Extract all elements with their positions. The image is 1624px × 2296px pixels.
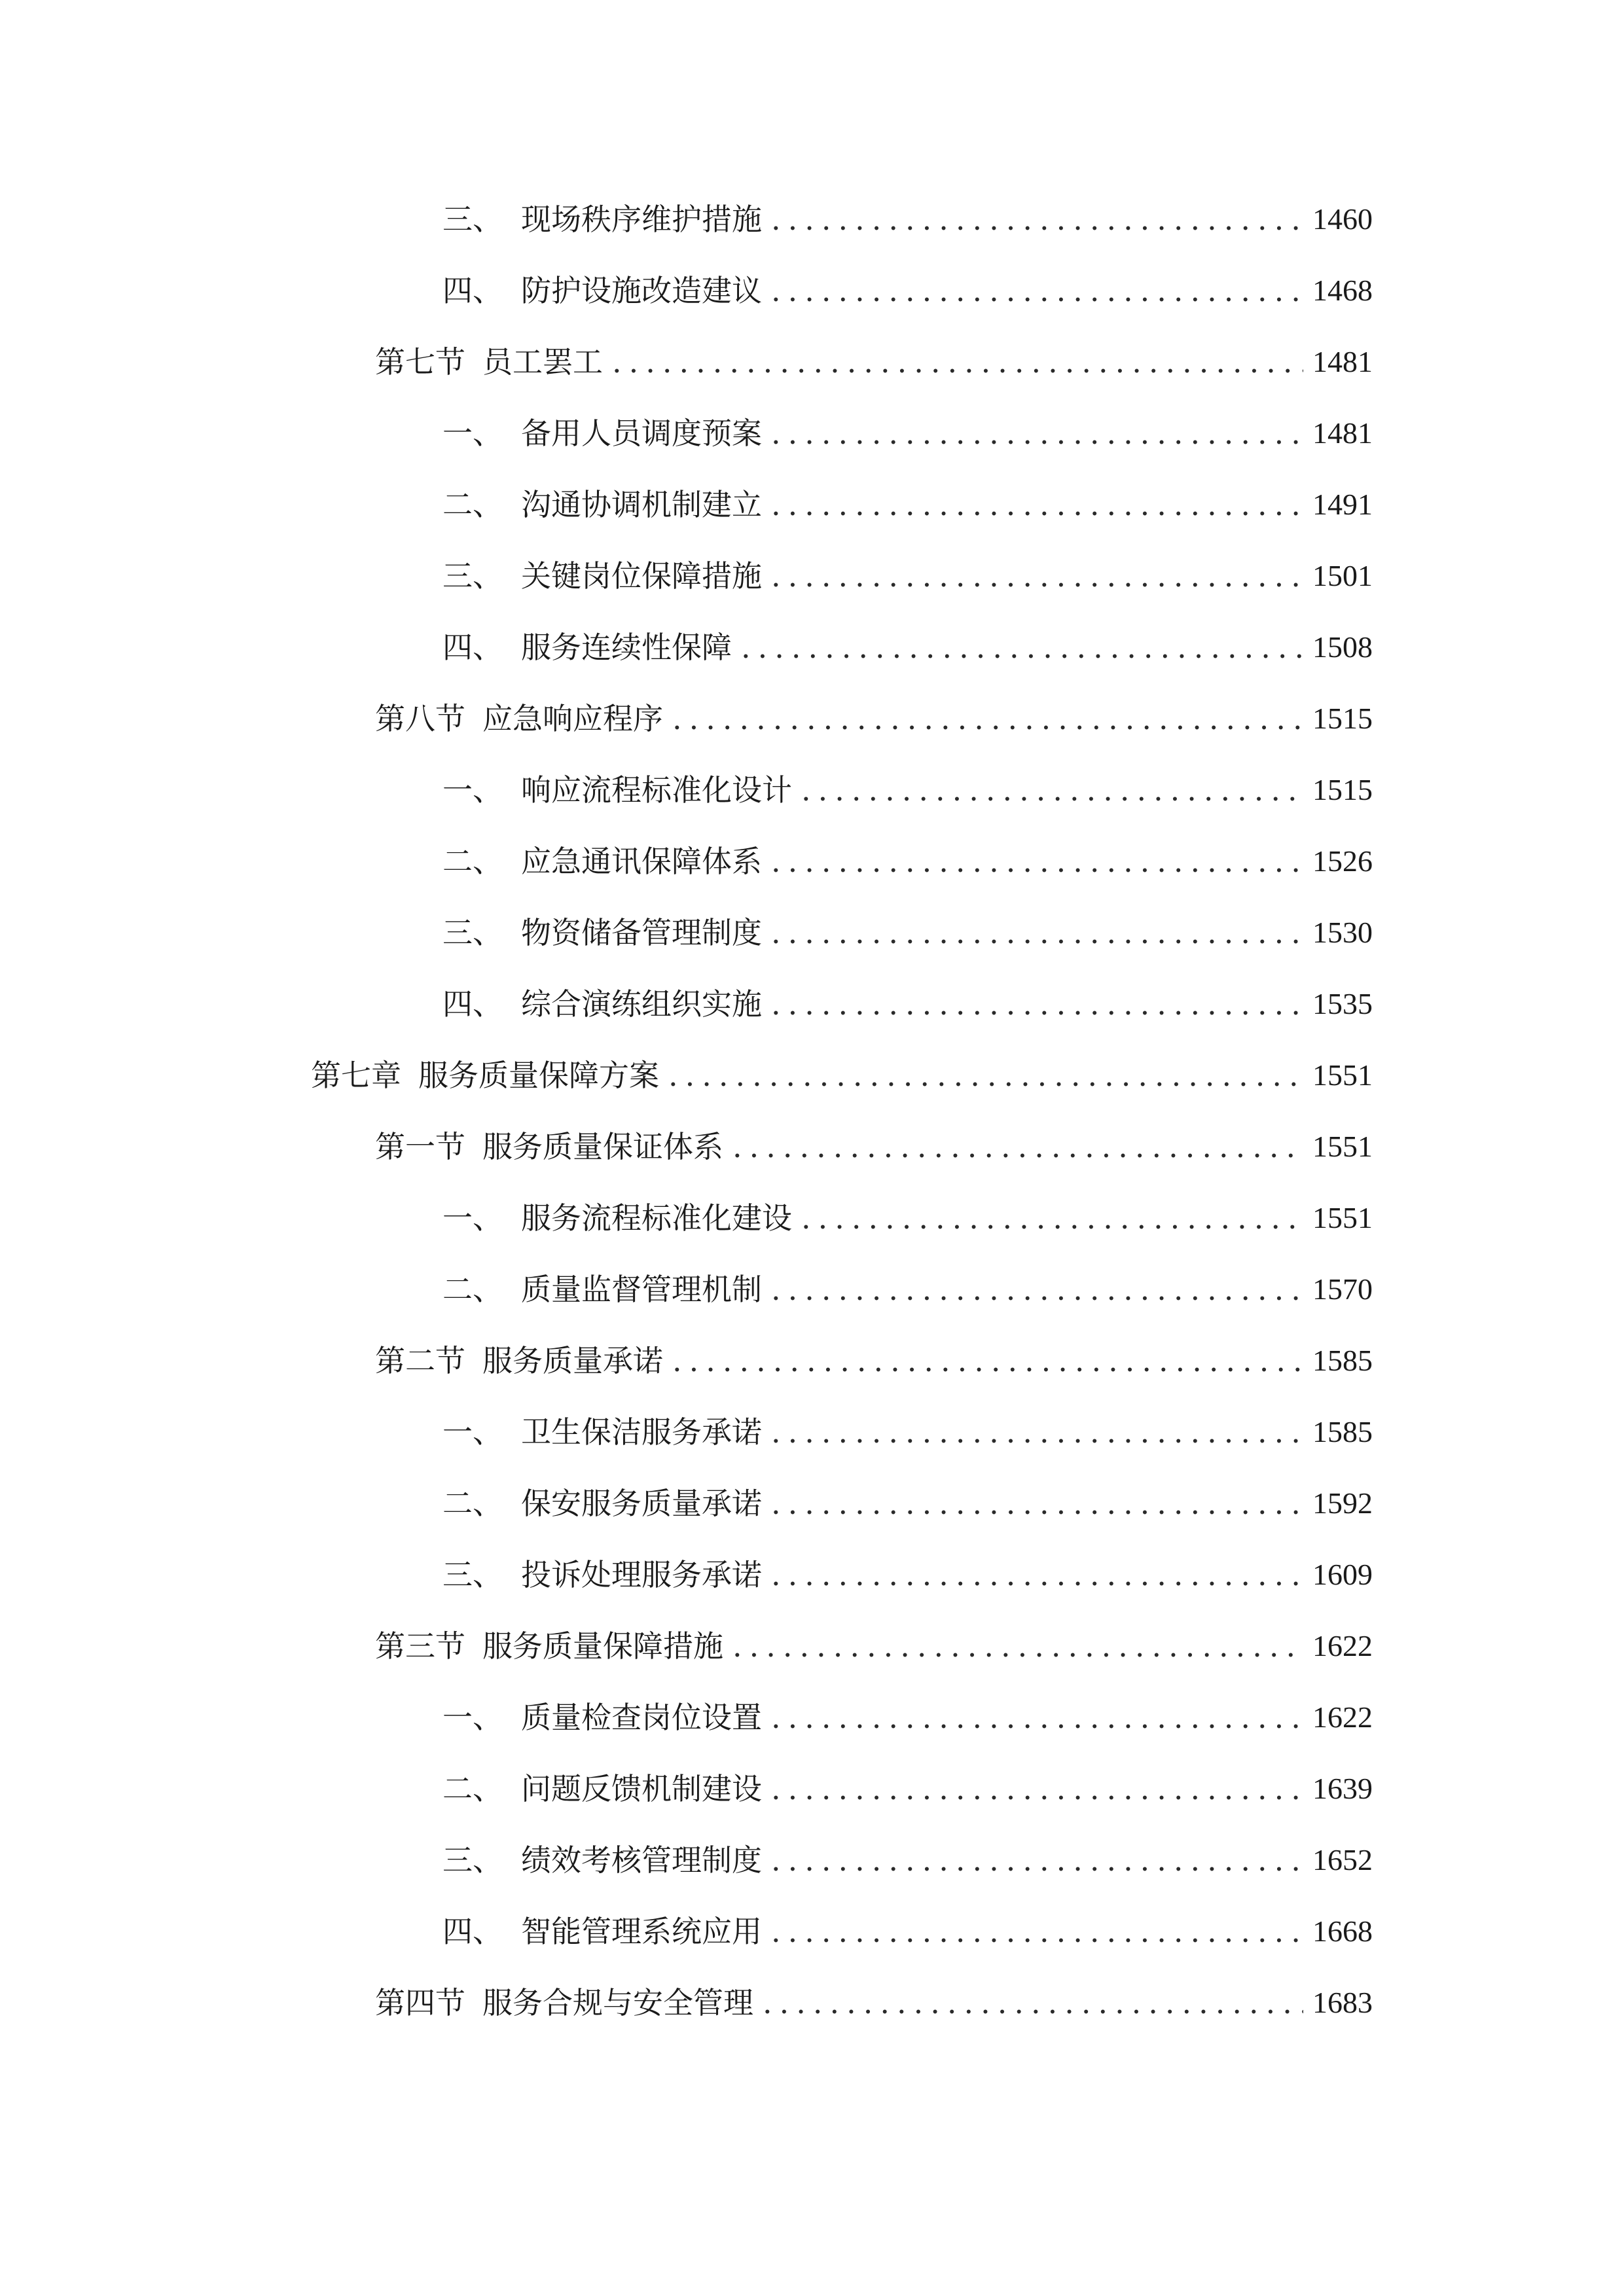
toc-entry-number: 第四节 — [375, 1985, 465, 2020]
toc-entry[interactable] — [375, 1620, 1373, 1672]
toc-entry[interactable] — [442, 1549, 1373, 1601]
toc-entry[interactable] — [311, 1049, 1373, 1102]
toc-entry-page: 1481 — [1312, 345, 1373, 378]
toc-entry-page: 1460 — [1312, 202, 1373, 236]
toc-entry-title: 投诉处理服务承诺 — [521, 1557, 762, 1592]
toc-leader-dots — [732, 1121, 1303, 1173]
toc-leader-dots — [771, 1691, 1303, 1744]
toc-leader-dots — [741, 621, 1303, 673]
toc-entry-page: 1652 — [1312, 1843, 1373, 1876]
toc-leader-dots — [801, 764, 1303, 816]
toc-entry-number: 一、 — [442, 1414, 503, 1450]
toc-entry-title: 服务质量承诺 — [482, 1343, 663, 1378]
toc-entry-page: 1491 — [1312, 488, 1373, 521]
toc-entry[interactable] — [375, 1977, 1373, 2029]
toc-entry-number: 第二节 — [375, 1343, 465, 1378]
toc-leader-dots — [771, 1406, 1303, 1458]
toc-entry-number: 二、 — [442, 1771, 503, 1806]
toc-entry-title: 关键岗位保障措施 — [521, 558, 762, 594]
toc-entry-page: 1639 — [1312, 1772, 1373, 1805]
toc-entry[interactable] — [375, 1335, 1373, 1387]
toc-entry-title: 防护设施改造建议 — [521, 273, 762, 308]
toc-entry[interactable] — [442, 1406, 1373, 1458]
toc-entry-number: 三、 — [442, 1842, 503, 1878]
toc-entry[interactable] — [442, 550, 1373, 602]
toc-entry-page: 1508 — [1312, 630, 1373, 664]
toc-entry-title: 质量检查岗位设置 — [521, 1700, 762, 1735]
toc-entry-page: 1551 — [1312, 1130, 1373, 1163]
toc-entry[interactable] — [442, 764, 1373, 816]
toc-entry[interactable] — [442, 621, 1373, 673]
toc-entry[interactable] — [375, 336, 1373, 388]
toc-entry-number: 四、 — [442, 1914, 503, 1949]
toc-leader-dots — [771, 1834, 1303, 1886]
toc-leader-dots — [668, 1049, 1303, 1102]
toc-entry-page: 1515 — [1312, 702, 1373, 735]
toc-entry-page: 1668 — [1312, 1914, 1373, 1948]
toc-entry-title: 质量监督管理机制 — [521, 1272, 762, 1307]
toc-entry-page: 1551 — [1312, 1201, 1373, 1234]
toc-entry[interactable] — [442, 1834, 1373, 1886]
toc-leader-dots — [672, 692, 1303, 745]
toc-entry-number: 三、 — [442, 915, 503, 950]
toc-leader-dots — [771, 1905, 1303, 1958]
toc-entry-title: 应急响应程序 — [482, 701, 663, 736]
toc-entry-title: 卫生保洁服务承诺 — [521, 1414, 762, 1450]
toc-entry-number: 第七章 — [311, 1058, 401, 1093]
toc-entry-title: 服务质量保障方案 — [418, 1058, 659, 1093]
toc-entry-number: 第三节 — [375, 1628, 465, 1664]
toc-leader-dots — [771, 835, 1303, 888]
toc-entry[interactable] — [442, 1763, 1373, 1815]
toc-leader-dots — [763, 1977, 1303, 2029]
toc-entry-page: 1535 — [1312, 987, 1373, 1020]
toc-entry-number: 一、 — [442, 1200, 503, 1236]
toc-entry-number: 第一节 — [375, 1129, 465, 1164]
toc-entry-number: 一、 — [442, 1700, 503, 1735]
toc-entry-page: 1622 — [1312, 1629, 1373, 1662]
toc-entry-number: 三、 — [442, 202, 503, 237]
toc-entry[interactable] — [442, 1477, 1373, 1530]
toc-entry[interactable] — [442, 1905, 1373, 1958]
toc-leader-dots — [771, 550, 1303, 602]
toc-entry-number: 四、 — [442, 630, 503, 665]
toc-entry-page: 1515 — [1312, 773, 1373, 806]
toc-entry[interactable] — [442, 978, 1373, 1030]
toc-leader-dots — [771, 906, 1303, 959]
toc-entry-number: 三、 — [442, 1557, 503, 1592]
toc-entry-page: 1530 — [1312, 916, 1373, 949]
toc-entry-title: 物资储备管理制度 — [521, 915, 762, 950]
toc-entry-page: 1551 — [1312, 1058, 1373, 1092]
toc-entry[interactable] — [442, 906, 1373, 959]
toc-entry-number: 一、 — [442, 416, 503, 451]
toc-leader-dots — [771, 978, 1303, 1030]
toc-entry-number: 第七节 — [375, 344, 465, 380]
toc-entry[interactable] — [442, 407, 1373, 459]
toc-entry-number: 二、 — [442, 487, 503, 522]
toc-leader-dots — [612, 336, 1303, 388]
toc-entry-page: 1592 — [1312, 1486, 1373, 1520]
toc-entry[interactable] — [442, 478, 1373, 531]
toc-entry-title: 综合演练组织实施 — [521, 986, 762, 1022]
toc-leader-dots — [771, 1549, 1303, 1601]
toc-entry-title: 现场秩序维护措施 — [521, 202, 762, 237]
toc-leader-dots — [771, 1763, 1303, 1815]
toc-entry-title: 问题反馈机制建设 — [521, 1771, 762, 1806]
toc-entry-title: 服务流程标准化建设 — [521, 1200, 792, 1236]
toc-entry-title: 沟通协调机制建立 — [521, 487, 762, 522]
toc-entry-title: 员工罢工 — [482, 344, 603, 380]
toc-leader-dots — [771, 1263, 1303, 1316]
toc-entry-page: 1526 — [1312, 844, 1373, 878]
toc-entry[interactable] — [442, 1263, 1373, 1316]
toc-leader-dots — [732, 1620, 1303, 1672]
toc-leader-dots — [672, 1335, 1303, 1387]
toc-leader-dots — [771, 1477, 1303, 1530]
toc-entry-number: 一、 — [442, 772, 503, 808]
toc-entry-number: 四、 — [442, 273, 503, 308]
toc-entry-page: 1570 — [1312, 1272, 1373, 1306]
toc-entry-page: 1622 — [1312, 1700, 1373, 1734]
toc-entry-page: 1683 — [1312, 1986, 1373, 2019]
toc-entry-title: 备用人员调度预案 — [521, 416, 762, 451]
toc-entry[interactable] — [442, 1192, 1373, 1244]
toc-entry-title: 服务质量保证体系 — [482, 1129, 723, 1164]
toc-entry-title: 响应流程标准化设计 — [521, 772, 792, 808]
toc-entry[interactable] — [442, 835, 1373, 888]
toc-entry-title: 保安服务质量承诺 — [521, 1486, 762, 1521]
toc-entry-page: 1585 — [1312, 1415, 1373, 1448]
toc-entry-title: 服务连续性保障 — [521, 630, 732, 665]
toc-entry[interactable] — [375, 692, 1373, 745]
toc-entry-title: 绩效考核管理制度 — [521, 1842, 762, 1878]
toc-entry-number: 三、 — [442, 558, 503, 594]
toc-entry[interactable] — [442, 193, 1373, 245]
toc-entry-page: 1501 — [1312, 559, 1373, 592]
toc-entry-title: 智能管理系统应用 — [521, 1914, 762, 1949]
toc-entry-number: 二、 — [442, 844, 503, 879]
toc-leader-dots — [771, 407, 1303, 459]
toc-entry[interactable] — [442, 1691, 1373, 1744]
toc-entry-title: 应急通讯保障体系 — [521, 844, 762, 879]
toc-entry-title: 服务合规与安全管理 — [482, 1985, 753, 2020]
toc-entry-number: 四、 — [442, 986, 503, 1022]
toc-entry-number: 二、 — [442, 1272, 503, 1307]
toc-entry-page: 1481 — [1312, 416, 1373, 450]
toc-entry[interactable] — [375, 1121, 1373, 1173]
toc-entry-page: 1468 — [1312, 274, 1373, 307]
toc-entry-title: 服务质量保障措施 — [482, 1628, 723, 1664]
toc-leader-dots — [801, 1192, 1303, 1244]
toc-entry-page: 1585 — [1312, 1344, 1373, 1377]
toc-entry-number: 第八节 — [375, 701, 465, 736]
toc-entry-number: 二、 — [442, 1486, 503, 1521]
toc-entry-page: 1609 — [1312, 1558, 1373, 1591]
toc-leader-dots — [771, 264, 1303, 317]
toc-entry[interactable] — [442, 264, 1373, 317]
toc-leader-dots — [771, 478, 1303, 531]
toc-leader-dots — [771, 193, 1303, 245]
